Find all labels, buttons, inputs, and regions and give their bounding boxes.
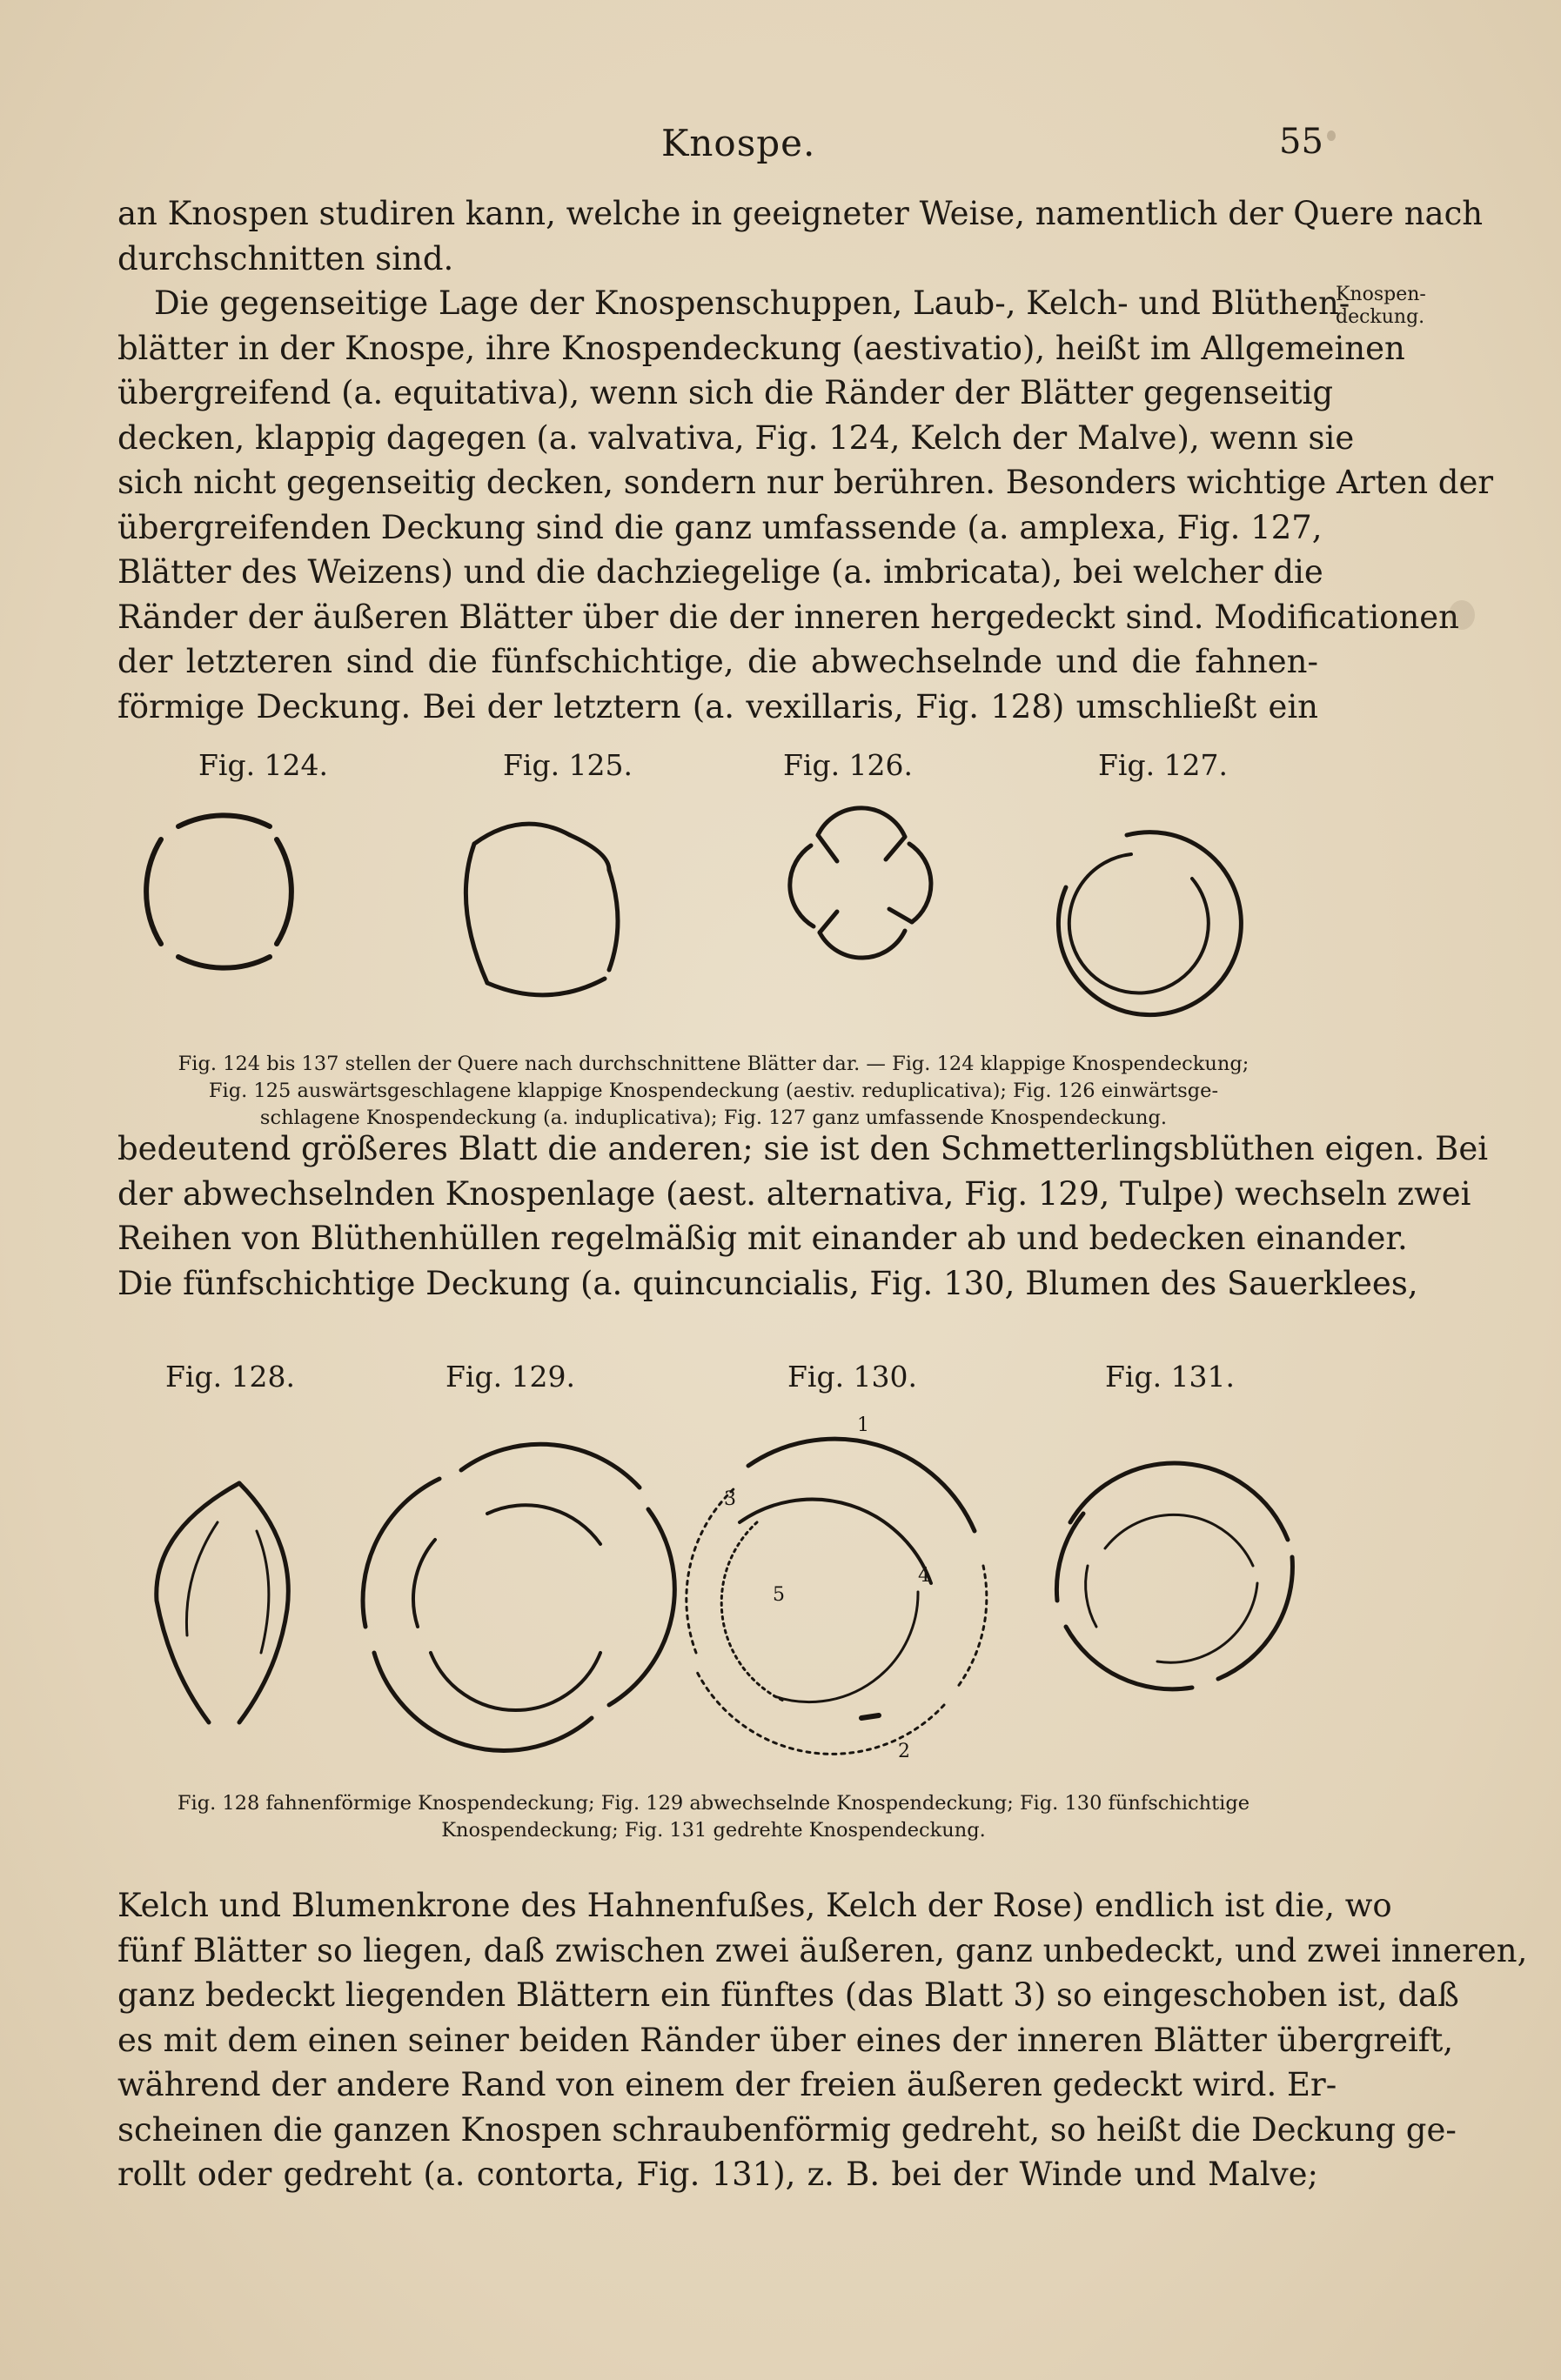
fig-130-number-2: 2: [898, 1741, 910, 1762]
text-line: durchschnitten sind.: [117, 239, 454, 277]
fig-131-contorta: [1056, 1463, 1292, 1689]
caption-line: Fig. 125 auswärtsgeschlagene klappige Knospendeckung (aestiv. reduplicativa); Fig. 126 einwärtsge-: [208, 1080, 1219, 1102]
figures-row1-drawing: [0, 783, 1561, 1044]
page-header: [0, 122, 1561, 174]
fig-128-label: Fig. 128.: [165, 1360, 296, 1394]
fig-130-label: Fig. 130.: [787, 1360, 918, 1394]
fig-130-number-3: 3: [724, 1488, 736, 1510]
text-line: während der andere Rand von einem der freien äußeren gedeckt wird. Er-: [117, 2066, 1337, 2103]
fig-127-amplexa: [1058, 832, 1241, 1015]
text-line: sich nicht gegenseitig decken, sondern nur berühren. Besonders wichtige Arten der: [117, 464, 1494, 501]
fig-127-label: Fig. 127.: [1098, 748, 1229, 782]
body-text-bottom: [117, 1883, 1528, 2197]
text-line: Ränder der äußeren Blätter über die der inneren hergedeckt sind. Modificationen: [117, 598, 1460, 636]
stain-spot: [1449, 600, 1475, 630]
fig-131-label: Fig. 131.: [1105, 1360, 1236, 1394]
text-line: Die fünfschichtige Deckung (a. quincuncialis, Fig. 130, Blumen des Sauerklees,: [117, 1264, 1418, 1302]
caption-line: Fig. 124 bis 137 stellen der Quere nach durchschnittene Blätter dar. — Fig. 124 klappige Knospendeckung;: [178, 1053, 1249, 1075]
caption-line: Knospendeckung; Fig. 131 gedrehte Knospendeckung.: [441, 1819, 986, 1842]
text-line: der letzteren sind die fünfschichtige, die abwechselnde und die fahnen-: [117, 643, 1318, 680]
text-line: Die gegenseitige Lage der Knospenschuppen, Laub-, Kelch- und Blüthen-: [154, 284, 1350, 322]
fig-128-vexillaris: [157, 1483, 289, 1722]
fig-130-quincuncialis: [687, 1439, 987, 1754]
text-line: an Knospen studiren kann, welche in geeigneter Weise, namentlich der Quere nach: [117, 195, 1484, 232]
text-line: förmige Deckung. Bei der letztern (a. vexillaris, Fig. 128) umschließt ein: [117, 687, 1318, 725]
figure-labels-row2: [0, 1360, 1561, 1394]
figures-row2-drawing: [0, 1392, 1561, 1766]
text-line: ganz bedeckt liegenden Blättern ein fünftes (das Blatt 3) so eingeschoben ist, daß: [117, 1976, 1459, 2014]
text-line: decken, klappig dagegen (a. valvativa, Fig. 124, Kelch der Malve), wenn sie: [117, 418, 1355, 457]
body-text-top: [117, 191, 1494, 729]
fig-129-alternativa: [363, 1444, 674, 1750]
caption-line: schlagene Knospendeckung (a. induplicativa); Fig. 127 ganz umfassende Knospendeckung.: [259, 1106, 1168, 1129]
text-line: scheinen die ganzen Knospen schraubenförmig gedreht, so heißt die Deckung ge-: [117, 2110, 1457, 2149]
body-text-middle: [117, 1126, 1489, 1306]
fig-129-label: Fig. 129.: [446, 1360, 576, 1394]
margin-note-line: Knospen-: [1336, 284, 1426, 305]
text-line: rollt oder gedreht (a. contorta, Fig. 131), z. B. bei der Winde und Malve;: [117, 2156, 1318, 2193]
text-line: der abwechselnden Knospenlage (aest. alternativa, Fig. 129, Tulpe) wechseln zwei: [117, 1174, 1471, 1213]
figure-caption-row1: [104, 1051, 1323, 1132]
text-line: blätter in der Knospe, ihre Knospendeckung (aestivatio), heißt im Allgemeinen: [117, 329, 1405, 367]
text-line: übergreifend (a. equitativa), wenn sich die Ränder der Blätter gegenseitig: [117, 374, 1334, 411]
text-line: Kelch und Blumenkrone des Hahnenfußes, Kelch der Rose) endlich ist die, wo: [117, 1887, 1392, 1924]
figure-labels-row1: [0, 748, 1561, 783]
fig-125-label: Fig. 125.: [503, 748, 633, 782]
margin-note: [1336, 284, 1440, 329]
fig-130-number-1: 1: [857, 1414, 869, 1436]
text-line: es mit dem einen seiner beiden Ränder über eines der inneren Blätter übergreift,: [117, 2021, 1454, 2059]
fig-130-number-5: 5: [773, 1584, 785, 1606]
running-head: Knospe.: [661, 122, 816, 164]
text-line: Blätter des Weizens) und die dachziegelige (a. imbricata), bei welcher die: [117, 553, 1323, 591]
fig-126-label: Fig. 126.: [783, 748, 914, 782]
fig-124-valvate: [146, 815, 291, 967]
text-line: bedeutend größeres Blatt die anderen; sie ist den Schmetterlingsblüthen eigen. Bei: [117, 1130, 1489, 1167]
text-line: übergreifenden Deckung sind die ganz umfassende (a. amplexa, Fig. 127,: [117, 508, 1323, 546]
fig-126-induplicate: [790, 808, 931, 958]
figure-caption-row2: [104, 1790, 1323, 1844]
ink-spot: [1327, 130, 1336, 141]
caption-line: Fig. 128 fahnenförmige Knospendeckung; Fig. 129 abwechselnde Knospendeckung; Fig. 130 fünfschichtige: [177, 1792, 1250, 1815]
fig-130-number-4: 4: [918, 1565, 930, 1587]
text-line: fünf Blätter so liegen, daß zwischen zwei äußeren, ganz unbedeckt, und zwei inneren,: [117, 1931, 1528, 1969]
fig-125-reduplicate: [466, 824, 618, 995]
fig-124-label: Fig. 124.: [198, 748, 329, 782]
text-line: Reihen von Blüthenhüllen regelmäßig mit einander ab und bedecken einander.: [117, 1220, 1408, 1257]
margin-note-line: deckung.: [1336, 306, 1425, 328]
page-number: 55: [1279, 122, 1323, 162]
